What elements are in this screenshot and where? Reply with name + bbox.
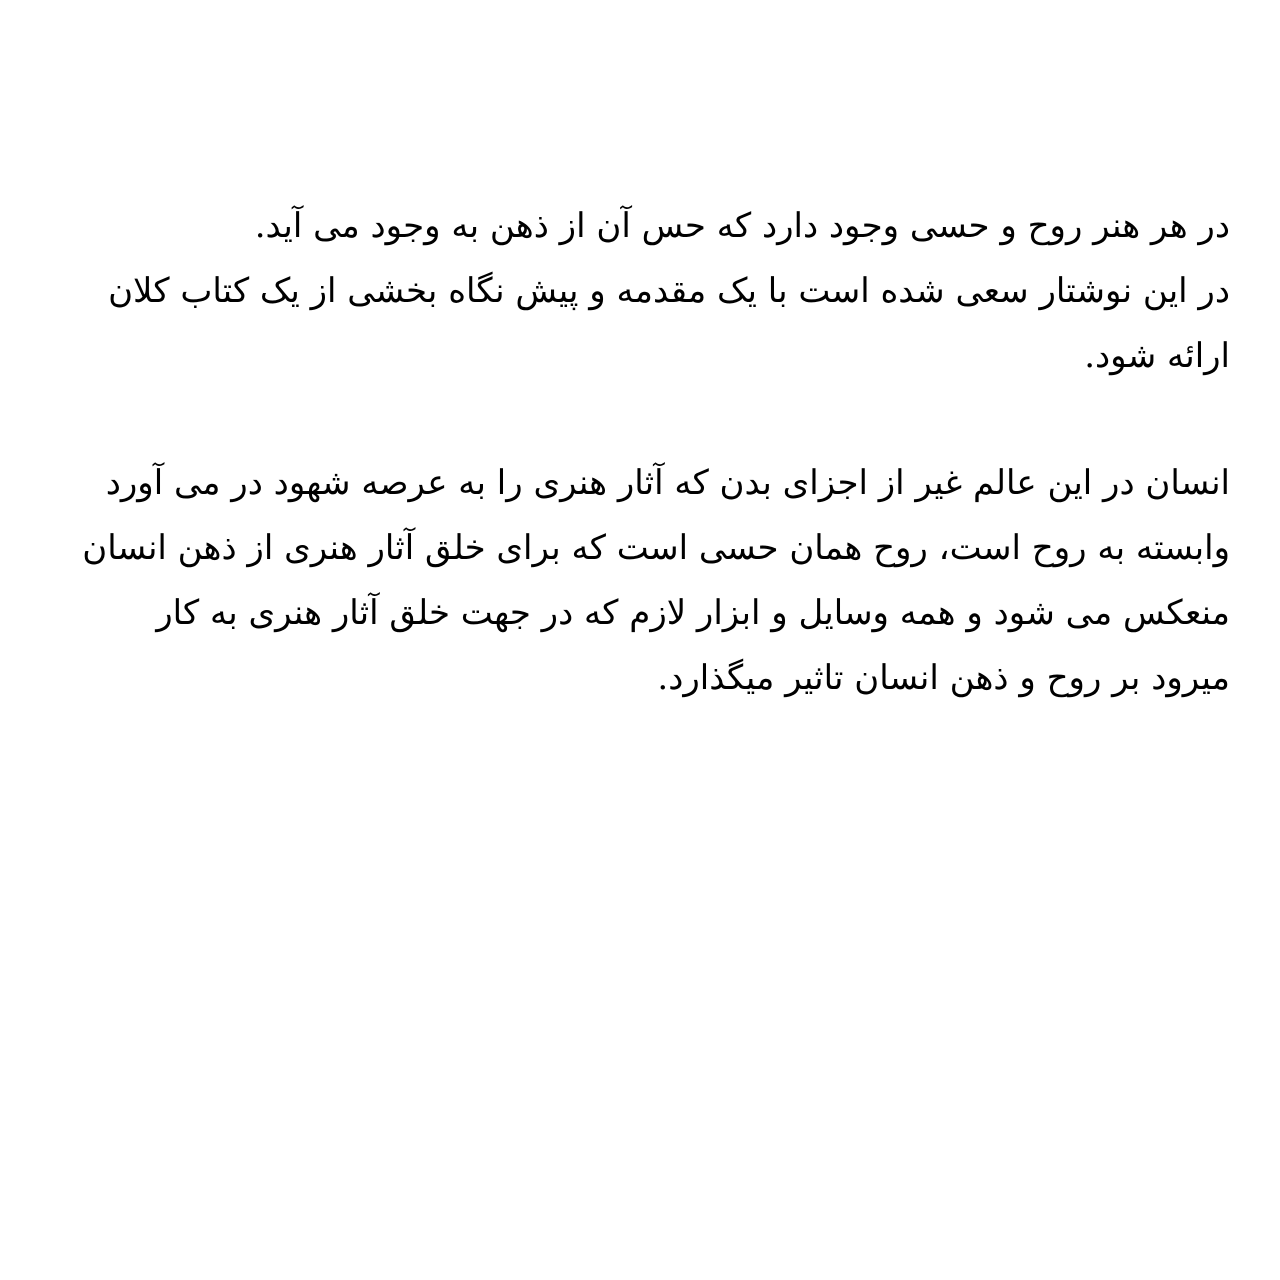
paragraph-2 bbox=[50, 451, 1230, 711]
paragraph-line: وابسته به روح است، روح همان حسی است که برای خلق آثار هنری از ذهن انسان bbox=[82, 528, 1230, 568]
paragraph-1 bbox=[50, 194, 1230, 389]
paragraph-line: انسان در این عالم غیر از اجزای بدن که آثار هنری را به عرصه شهود در می آورد bbox=[105, 463, 1230, 503]
paragraph-line: منعکس می شود و همه وسایل و ابزار لازم که در جهت خلق آثار هنری به کار bbox=[156, 593, 1230, 633]
paragraph-line: ارائه شود. bbox=[1084, 336, 1230, 376]
paragraph-line: در هر هنر روح و حسی وجود دارد که حس آن از ذهن به وجود می آید. bbox=[254, 206, 1230, 246]
paragraph-line: میرود بر روح و ذهن انسان تاثیر میگذارد. bbox=[657, 658, 1230, 698]
paragraph-line: در این نوشتار سعی شده است با یک مقدمه و پیش نگاه بخشی از یک کتاب کلان bbox=[108, 271, 1230, 311]
